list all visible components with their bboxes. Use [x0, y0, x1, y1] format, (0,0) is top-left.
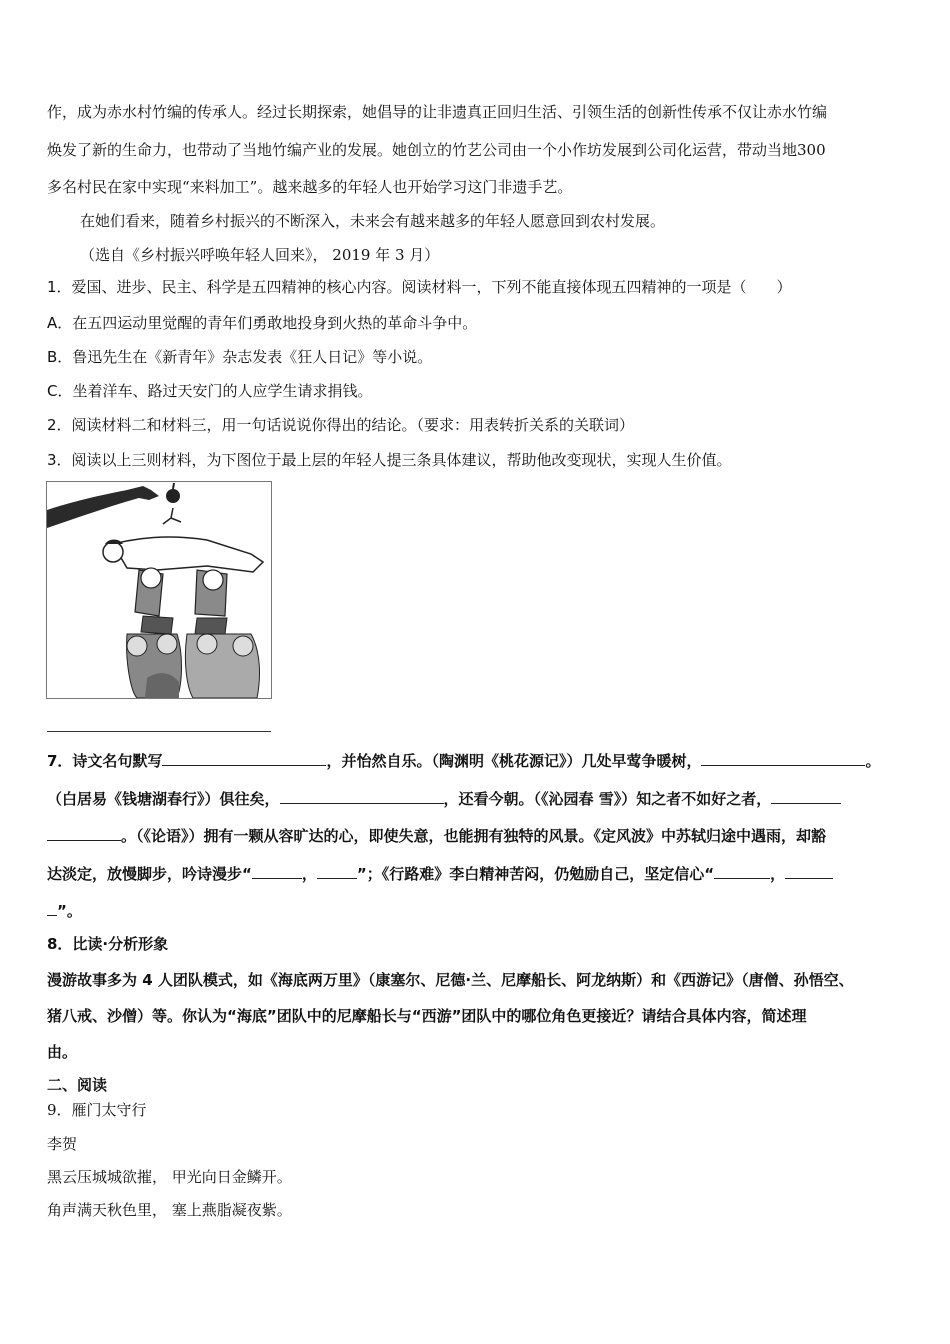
question-8-line: 猪八戒、沙僧）等。你认为“海底”团队中的尼摩船长与“西游”团队中的哪位角色更接近？请结合具体内容，简述理 [47, 1007, 807, 1025]
question-7-text: 7．诗文名句默写 [47, 752, 163, 770]
poem-line: 角声满天秋色里， 塞上燕脂凝夜紫。 [47, 1201, 292, 1219]
question-7-text: ， [770, 865, 786, 883]
fill-blank[interactable] [317, 864, 357, 879]
question-7-line-3 [47, 826, 826, 846]
question-7-text: ，还看今朝。（《沁园春 雪》）知之者不如好之者， [443, 790, 772, 808]
option-a: A．在五四运动里觉醒的青年们勇敢地投身到火热的革命斗争中。 [47, 314, 478, 332]
fill-blank[interactable] [701, 751, 865, 766]
fill-blank[interactable] [162, 751, 326, 766]
fill-blank[interactable] [714, 864, 770, 879]
fill-blank[interactable] [47, 826, 121, 841]
question-1: 1．爱国、进步、民主、科学是五四精神的核心内容。阅读材料一，下列不能直接体现五四精神的一项是（ ） [47, 278, 792, 296]
fill-blank[interactable] [47, 901, 57, 916]
cartoon-illustration [46, 481, 272, 699]
option-c: C．坐着洋车、路过天安门的人应学生请求捐钱。 [47, 382, 373, 400]
fill-blank[interactable] [280, 789, 444, 804]
question-8-line: 漫游故事多为 4 人团队模式，如《海底两万里》（康塞尔、尼德·兰、尼摩船长、阿龙纳斯）和《西游记》（唐僧、孙悟空、 [47, 971, 854, 989]
option-b: B．鲁迅先生在《新青年》杂志发表《狂人日记》等小说。 [47, 348, 433, 366]
question-3: 3．阅读以上三则材料，为下图位于最上层的年轻人提三条具体建议，帮助他改变现状，实现人生价值。 [47, 451, 732, 469]
poem-line: 黑云压城城欲摧， 甲光向日金鳞开。 [47, 1168, 292, 1186]
question-7-line-5 [47, 901, 82, 921]
question-7-line-2 [47, 789, 841, 809]
material-paragraph: 在她们看来，随着乡村振兴的不断深入，未来会有越来越多的年轻人愿意回到农村发展。 [80, 212, 666, 230]
question-7-text: 达淡定，放慢脚步，吟诗漫步“ [47, 865, 252, 883]
fill-blank[interactable] [252, 864, 302, 879]
question-7-text: ， [301, 865, 317, 883]
material-line: 焕发了新的生命力，也带动了当地竹编产业的发展。她创立的竹艺公司由一个小作坊发展到公司化运营，带动当地300 [47, 141, 826, 159]
poem-title: 9．雁门太守行 [47, 1101, 147, 1119]
answer-line[interactable] [47, 731, 271, 732]
question-7-text: （白居易《钱塘湖春行》）俱往矣， [47, 790, 280, 808]
fill-blank[interactable] [785, 864, 833, 879]
section-heading: 二、阅读 [47, 1076, 108, 1094]
question-7-text: ，并怡然自乐。（陶渊明《桃花源记》）几处早莺争暖树， [326, 752, 702, 770]
material-source: （选自《乡村振兴呼唤年轻人回来》， 2019 年 3 月） [80, 246, 440, 264]
question-7-line-1 [47, 751, 880, 771]
material-line: 作，成为赤水村竹编的传承人。经过长期探索，她倡导的让非遗真正回归生活、引领生活的创新性传承不仅让赤水竹编 [47, 103, 828, 121]
fill-blank[interactable] [771, 789, 841, 804]
question-7-text: 。 [865, 752, 881, 770]
poem-author: 李贺 [47, 1135, 78, 1153]
human-pyramid-cartoon [47, 482, 271, 698]
question-7-text: ”；《行路难》李白精神苦闷，仍勉励自己，坚定信心“ [356, 865, 715, 883]
question-8-line: 由。 [47, 1043, 78, 1061]
question-7-line-4 [47, 864, 833, 884]
question-8-title: 8．比读·分析形象 [47, 935, 169, 953]
material-line: 多名村民在家中实现“来料加工”。越来越多的年轻人也开始学习这门非遗手艺。 [47, 178, 573, 196]
question-7-text: 。（《论语》）拥有一颗从容旷达的心，即使失意，也能拥有独特的风景。《定风波》中苏轼归途中遇雨，却豁 [121, 827, 827, 845]
question-2: 2．阅读材料二和材料三，用一句话说说你得出的结论。（要求：用表转折关系的关联词） [47, 416, 635, 434]
question-7-text: ”。 [57, 902, 82, 920]
